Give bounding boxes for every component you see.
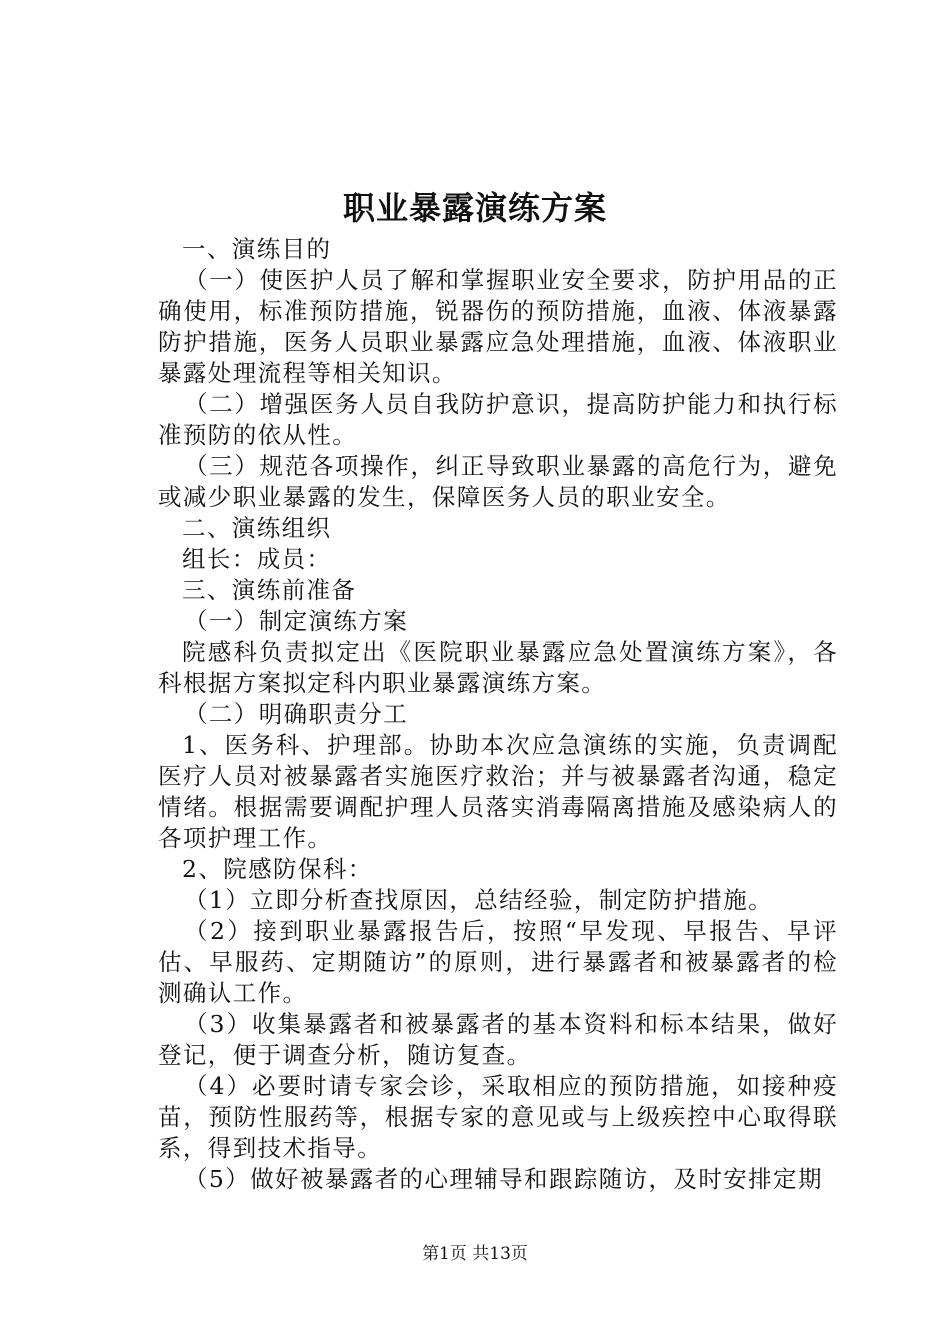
paragraph-item-4: （4）必要时请专家会诊，采取相应的预防措施，如接种疫苗，预防性服药等，根据专家的意见或与上级疾控中心取得联系，得到技术指导。 bbox=[158, 1072, 838, 1162]
section-heading-1: 一、演练目的 bbox=[182, 235, 332, 263]
paragraph-objective-2: （二）增强医务人员自我防护意识，提高防护能力和执行标准预防的依从性。 bbox=[158, 390, 838, 449]
paragraph-duty-2: 2、院感防保科： bbox=[182, 855, 373, 883]
paragraph-organization: 组长：成员： bbox=[182, 545, 332, 573]
paragraph-objective-3: （三）规范各项操作，纠正导致职业暴露的高危行为，避免或减少职业暴露的发生，保障医务人员的职业安全。 bbox=[158, 452, 838, 511]
paragraph-plan: 院感科负责拟定出《医院职业暴露应急处置演练方案》，各科根据方案拟定科内职业暴露演练方案。 bbox=[158, 638, 838, 697]
page-number: 第1页 共13页 bbox=[422, 1244, 528, 1264]
section-heading-2: 二、演练组织 bbox=[182, 514, 332, 542]
paragraph-item-5: （5）做好被暴露者的心理辅导和跟踪随访，及时安排定期 bbox=[184, 1165, 823, 1193]
section-heading-3: 三、演练前准备 bbox=[182, 576, 357, 604]
paragraph-item-3: （3）收集暴露者和被暴露者的基本资料和标本结果，做好登记，便于调查分析，随访复查。 bbox=[158, 1010, 838, 1069]
paragraph-item-2: （2）接到职业暴露报告后，按照“早发现、早报告、早评估、早服药、定期随访”的原则，进行暴露者和被暴露者的检测确认工作。 bbox=[158, 917, 838, 1007]
subheading-plan: （一）制定演练方案 bbox=[184, 607, 409, 635]
paragraph-item-1: （1）立即分析查找原因，总结经验，制定防护措施。 bbox=[184, 886, 774, 914]
page-title: 职业暴露演练方案 bbox=[342, 189, 607, 227]
document-body bbox=[158, 234, 838, 1195]
paragraph-duty-1: 1、医务科、护理部。协助本次应急演练的实施，负责调配医疗人员对被暴露者实施医疗救治；并与被暴露者沟通，稳定情绪。根据需要调配护理人员落实消毒隔离措施及感染病人的各项护理工作。 bbox=[158, 731, 838, 852]
subheading-duties: （二）明确职责分工 bbox=[184, 700, 409, 728]
paragraph-objective-1: （一）使医护人员了解和掌握职业安全要求，防护用品的正确使用，标准预防措施，锐器伤的预防措施，血液、体液暴露防护措施，医务人员职业暴露应急处理措施，血液、体液职业暴露处理流程等相关知识。 bbox=[158, 266, 838, 387]
